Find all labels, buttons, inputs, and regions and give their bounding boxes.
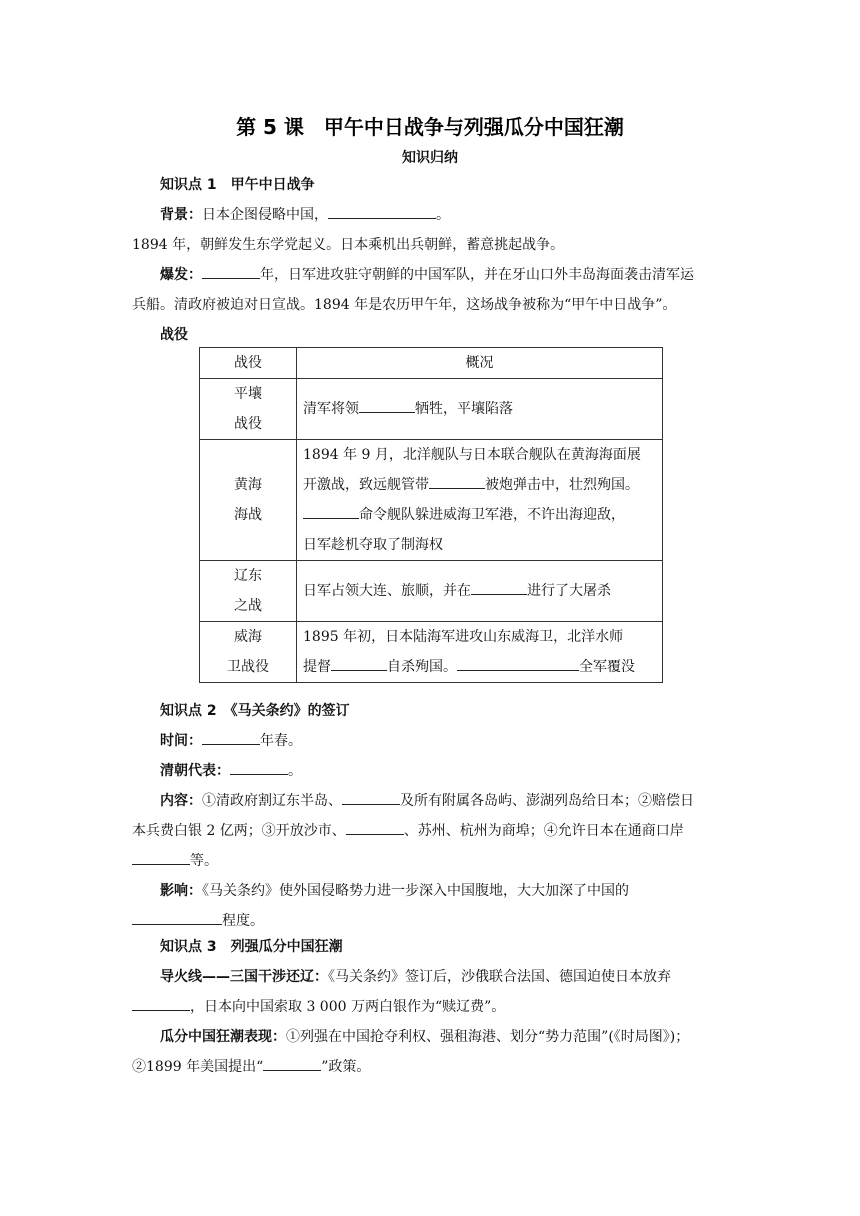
battle-desc: 1895 年初，日本陆海军进攻山东威海卫，北洋水师 提督 自杀殉国。 全军覆没 bbox=[297, 622, 663, 683]
fill-blank[interactable] bbox=[202, 260, 260, 279]
kp1-battles-label: 战役 bbox=[160, 327, 188, 343]
battle-desc: 日军占领大连、旅顺，并在 进行了大屠杀 bbox=[297, 561, 663, 622]
fill-blank[interactable] bbox=[202, 726, 260, 745]
fill-blank[interactable] bbox=[132, 846, 190, 865]
kp3-fuse: 导火线——三国干涉还辽：《马关条约》签订后，沙俄联合法国、德国迫使日本放弃 bbox=[160, 969, 671, 985]
kp2-heading: 知识点 2 《马关条约》的签订 bbox=[160, 703, 350, 719]
kp3-frenzy: 瓜分中国狂潮表现：①列强在中国抢夺利权、强租海港、划分“势力范围”(《时局图》)； bbox=[160, 1029, 690, 1045]
kp3-frenzy-cont: ②1899 年美国提出“ ”政策。 bbox=[132, 1052, 672, 1082]
kp2-impact: 影响：《马关条约》使外国侵略势力进一步深入中国腹地，大大加深了中国的 bbox=[160, 883, 629, 899]
table-row bbox=[200, 379, 663, 440]
kp1-outbreak: 爆发： 年，日军进攻驻守朝鲜的中国军队，并在牙山口外丰岛海面袭击清军运 bbox=[132, 260, 672, 290]
table-row bbox=[200, 622, 663, 683]
fill-blank[interactable] bbox=[429, 470, 485, 489]
table-header: 概况 bbox=[297, 348, 663, 379]
fill-blank[interactable] bbox=[346, 816, 404, 835]
kp2-block bbox=[132, 696, 694, 936]
fill-blank[interactable] bbox=[263, 1052, 321, 1071]
fill-blank[interactable] bbox=[132, 906, 222, 925]
battle-desc: 清军将领 牺牲，平壤陷落 bbox=[297, 379, 663, 440]
fill-blank[interactable] bbox=[303, 500, 359, 519]
fill-blank[interactable] bbox=[331, 652, 387, 671]
table-header-row bbox=[200, 348, 663, 379]
kp1-outbreak-cont: 兵船。清政府被迫对日宣战。1894 年是农历甲午年，这场战争被称为“甲午中日战争”。 bbox=[132, 297, 677, 313]
table-row bbox=[200, 561, 663, 622]
kp1-block bbox=[132, 170, 694, 350]
battle-name: 辽东 之战 bbox=[200, 561, 297, 622]
section-subtitle: 知识归纳 bbox=[402, 150, 458, 166]
table-header: 战役 bbox=[200, 348, 297, 379]
kp2-time: 时间： 年春。 bbox=[132, 726, 672, 756]
kp2-content: 内容：①清政府割辽东半岛、 及所有附属各岛屿、澎湖列岛给日本；②赔偿日 bbox=[132, 786, 672, 816]
kp3-block bbox=[132, 932, 690, 1082]
kp2-content-cont: 本兵费白银 2 亿两；③开放沙市、 、苏州、杭州为商埠；④允许日本在通商口岸 bbox=[132, 816, 672, 846]
fill-blank[interactable] bbox=[328, 200, 436, 219]
fill-blank[interactable] bbox=[342, 786, 400, 805]
kp2-content-cont2: 等。 bbox=[132, 846, 672, 876]
fill-blank[interactable] bbox=[359, 394, 415, 413]
kp1-heading: 知识点 1 甲午中日战争 bbox=[160, 177, 315, 193]
battle-name: 黄海 海战 bbox=[200, 440, 297, 561]
battle-name: 平壤 战役 bbox=[200, 379, 297, 440]
fill-blank[interactable] bbox=[132, 992, 190, 1011]
battle-name: 威海 卫战役 bbox=[200, 622, 297, 683]
page-title: 第 5 课 甲午中日战争与列强瓜分中国狂潮 bbox=[236, 115, 624, 139]
table-row bbox=[200, 440, 663, 561]
fill-blank[interactable] bbox=[457, 652, 579, 671]
kp2-impact-cont: 程度。 bbox=[132, 906, 672, 936]
fill-blank[interactable] bbox=[230, 756, 288, 775]
fill-blank[interactable] bbox=[471, 576, 527, 595]
battle-desc: 1894 年 9 月，北洋舰队与日本联合舰队在黄海海面展 开激战，致远舰管带 被炮弹击中，壮烈殉国。 命令舰队躲进威海卫军港，不许出海迎敌， 日军趁机夺取了制海权 bbox=[297, 440, 663, 561]
kp3-fuse-cont: ，日本向中国索取 3 000 万两白银作为“赎辽费”。 bbox=[132, 992, 672, 1022]
battles-table bbox=[199, 347, 663, 683]
kp2-representative: 清朝代表： 。 bbox=[132, 756, 672, 786]
kp1-background: 背景：日本企图侵略中国， 。 bbox=[132, 200, 672, 230]
kp1-1894-line: 1894 年，朝鲜发生东学党起义。日本乘机出兵朝鲜，蓄意挑起战争。 bbox=[132, 237, 565, 253]
kp3-heading: 知识点 3 列强瓜分中国狂潮 bbox=[160, 939, 343, 955]
